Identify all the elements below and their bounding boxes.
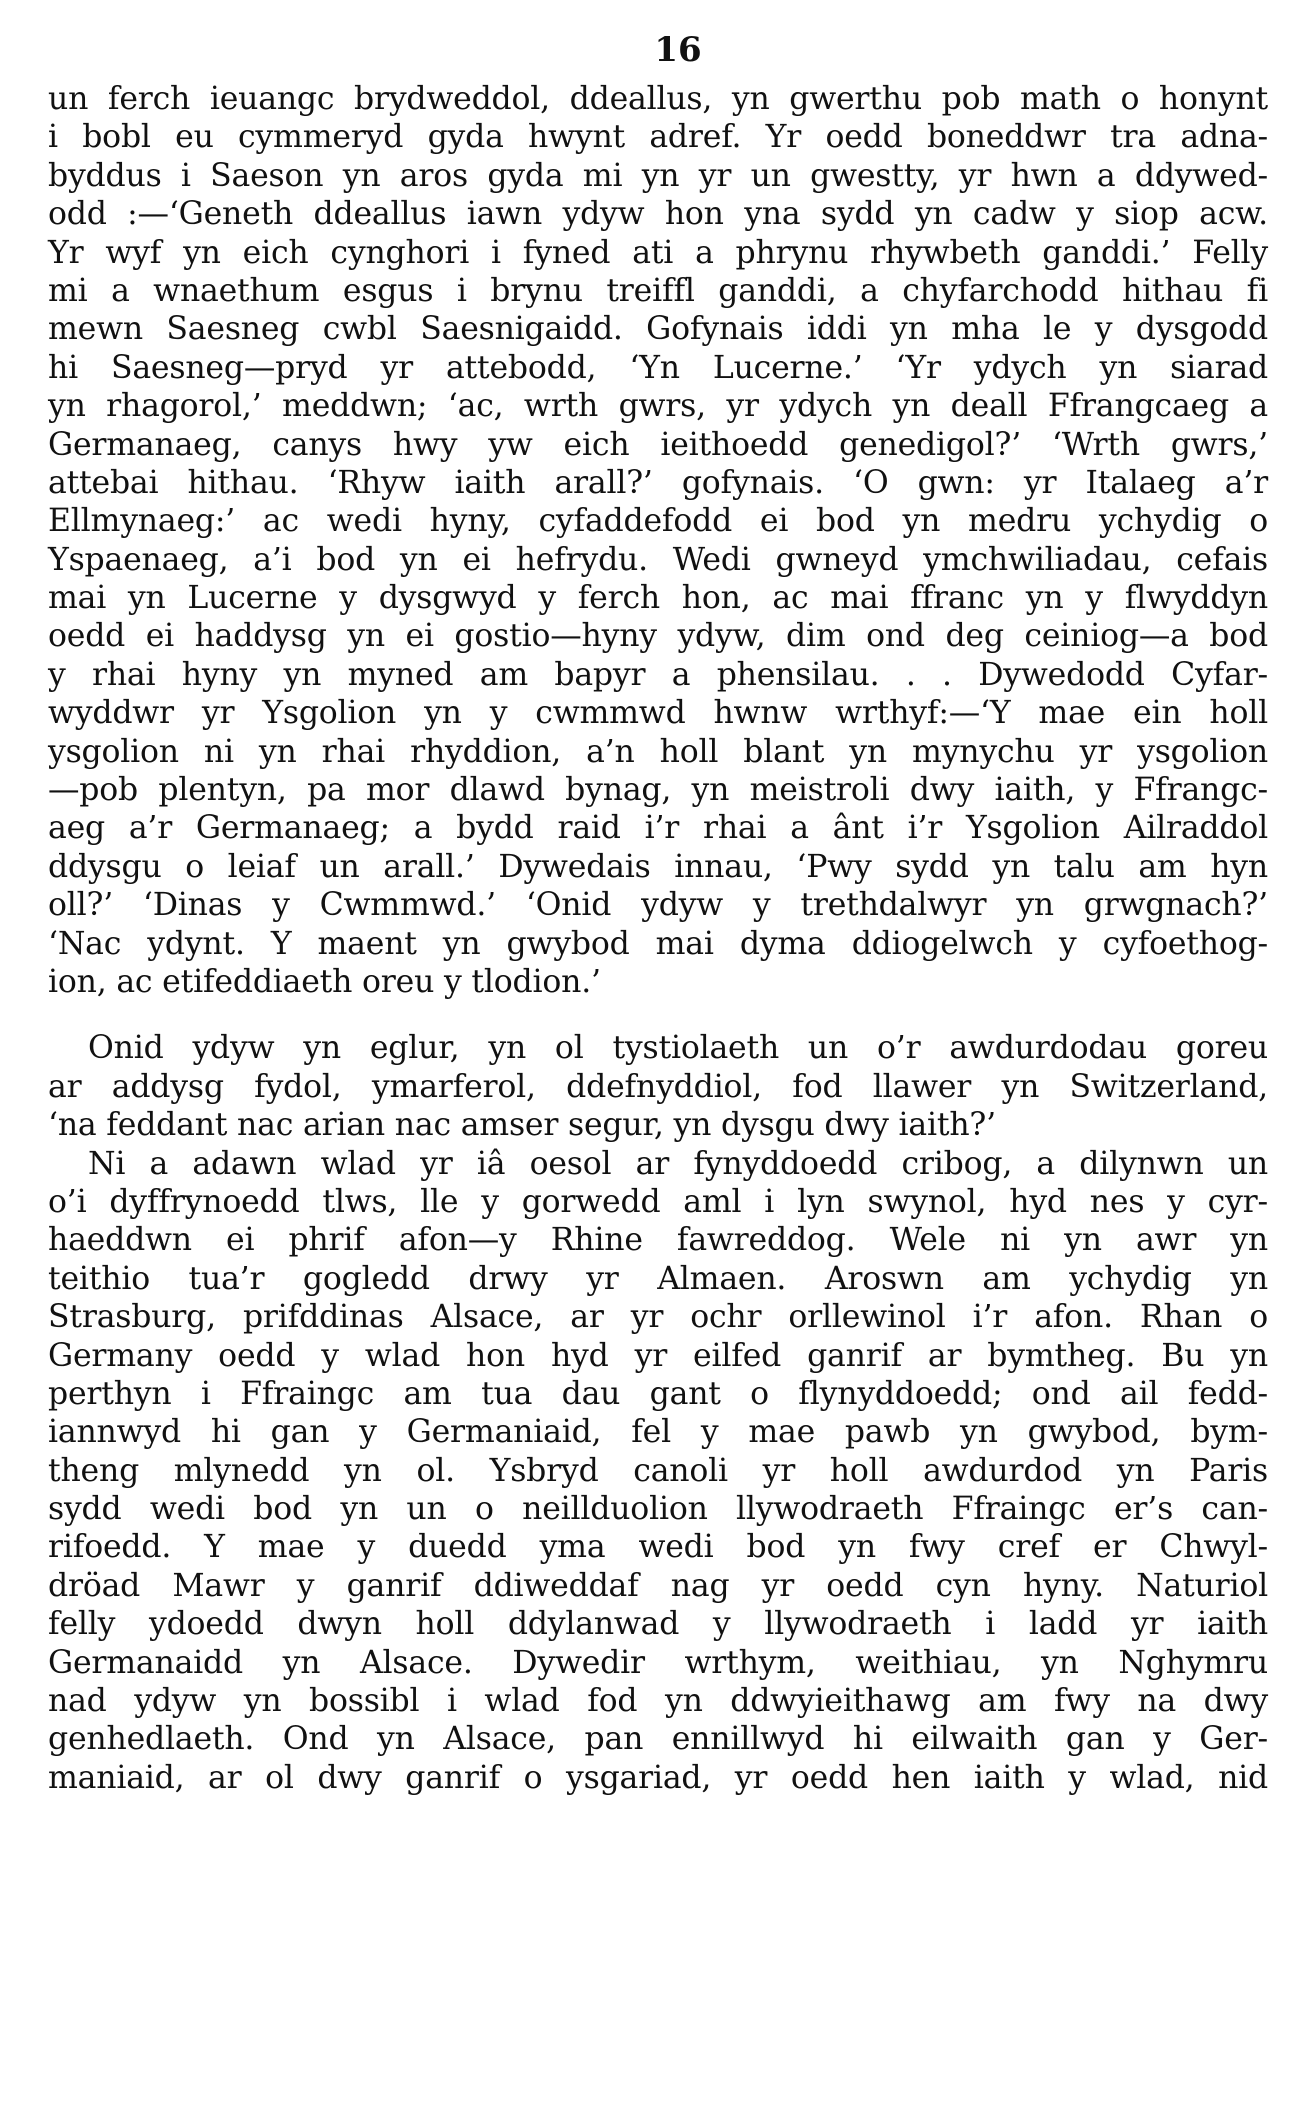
text-line: ‘na feddant nac arian nac amser segur, yn dysgu dwy iaith?’ [48, 1107, 996, 1144]
text-line: ddysgu o leiaf un arall.’ Dywedais innau, ‘Pwy sydd yn talu am hyn [48, 848, 1268, 885]
text-line: aeg a’r Germanaeg; a bydd raid i’r rhai a ânt i’r Ysgolion Ailraddol [48, 810, 1268, 847]
text-line: wyddwr yr Ysgolion yn y cwmmwd hwnw wrthyf:—‘Y mae ein holl [48, 695, 1268, 732]
text-line: felly ydoedd dwyn holl ddylanwad y llywodraeth i ladd yr iaith [48, 1606, 1268, 1643]
text-line: i bobl eu cymmeryd gyda hwynt adref. Yr oedd boneddwr tra adna- [48, 119, 1268, 156]
text-line: maniaid, ar ol dwy ganrif o ysgariad, yr oedd hen iaith y wlad, nid [48, 1759, 1268, 1796]
paragraph [48, 1029, 1268, 1144]
text-line: rifoedd. Y mae y duedd yma wedi bod yn fwy cref er Chwyl- [48, 1529, 1268, 1566]
text-line: Yspaenaeg, a’i bod yn ei hefrydu. Wedi gwneyd ymchwiliadau, cefais [48, 541, 1268, 578]
text-line: Yr wyf yn eich cynghori i fyned ati a phrynu rhywbeth ganddi.’ Felly [48, 234, 1268, 271]
text-line: Germany oedd y wlad hon hyd yr eilfed ganrif ar bymtheg. Bu yn [48, 1337, 1268, 1374]
text-line: haeddwn ei phrif afon—y Rhine fawreddog. Wele ni yn awr yn [48, 1222, 1268, 1259]
text-line: Ellmynaeg:’ ac wedi hyny, cyfaddefodd ei bod yn medru ychydig o [48, 503, 1268, 540]
paragraph [48, 80, 1268, 1001]
text-line: dröad Mawr y ganrif ddiweddaf nag yr oedd cyn hyny. Naturiol [48, 1567, 1268, 1604]
text-line: oll?’ ‘Dinas y Cwmmwd.’ ‘Onid ydyw y trethdalwyr yn grwgnach?’ [48, 887, 1268, 924]
text-line: o’i dyffrynoedd tlws, lle y gorwedd aml i lyn swynol, hyd nes y cyr- [48, 1183, 1268, 1220]
text-line: attebai hithau. ‘Rhyw iaith arall?’ gofynais. ‘O gwn: yr Italaeg a’r [48, 464, 1268, 501]
text-line: un ferch ieuangc brydweddol, ddeallus, yn gwerthu pob math o honynt [48, 81, 1268, 117]
text-line: Strasburg, prifddinas Alsace, ar yr ochr orllewinol i’r afon. Rhan o [48, 1299, 1268, 1336]
text-line: yn rhagorol,’ meddwn; ‘ac, wrth gwrs, yr ydych yn deall Ffrangcaeg a [48, 388, 1268, 425]
text-line: genhedlaeth. Ond yn Alsace, pan ennillwyd hi eilwaith gan y Ger- [48, 1721, 1268, 1758]
text-line: Onid ydyw yn eglur, yn ol tystiolaeth un o’r awdurdodau goreu [88, 1030, 1268, 1067]
text-line: Ni a adawn wlad yr iâ oesol ar fynyddoedd cribog, a dilynwn un [88, 1145, 1268, 1182]
text-line: —pob plentyn, pa mor dlawd bynag, yn meistroli dwy iaith, y Ffrangc- [48, 772, 1268, 809]
text-line: ion, ac etifeddiaeth oreu y tlodion.’ [48, 963, 601, 1000]
paragraph [48, 1145, 1268, 1798]
text-line: byddus i Saeson yn aros gyda mi yn yr un gwestty, yr hwn a ddywed- [48, 157, 1268, 194]
text-line: oedd ei haddysg yn ei gostio—hyny ydyw, dim ond deg ceiniog—a bod [48, 618, 1268, 655]
text-line: iannwyd hi gan y Germaniaid, fel y mae pawb yn gwybod, bym- [48, 1414, 1268, 1451]
text-line: ar addysg fydol, ymarferol, ddefnyddiol, fod llawer yn Switzerland, [48, 1068, 1268, 1105]
body-text [48, 80, 1268, 1797]
text-line: hi Saesneg—pryd yr attebodd, ‘Yn Lucerne.’ ‘Yr ydych yn siarad [48, 349, 1268, 386]
text-line: nad ydyw yn bossibl i wlad fod yn ddwyieithawg am fwy na dwy [48, 1683, 1268, 1720]
text-line: ysgolion ni yn rhai rhyddion, a’n holl blant yn mynychu yr ysgolion [48, 733, 1268, 770]
page-number: 16 [654, 30, 702, 70]
text-line: odd :—‘Geneth ddeallus iawn ydyw hon yna sydd yn cadw y siop acw. [48, 196, 1268, 233]
text-line: ‘Nac ydynt. Y maent yn gwybod mai dyma ddiogelwch y cyfoethog- [48, 925, 1268, 962]
text-line: sydd wedi bod yn un o neillduolion llywodraeth Ffraingc er’s can- [48, 1491, 1268, 1528]
text-line: Germanaidd yn Alsace. Dywedir wrthym, weithiau, yn Nghymru [48, 1644, 1268, 1681]
text-line: y rhai hyny yn myned am bapyr a phensilau. . . Dywedodd Cyfar- [48, 656, 1268, 693]
text-line: teithio tua’r gogledd drwy yr Almaen. Aroswn am ychydig yn [48, 1260, 1268, 1297]
text-line: theng mlynedd yn ol. Ysbryd canoli yr holl awdurdod yn Paris [48, 1452, 1268, 1489]
document-page [48, 20, 1268, 1797]
text-line: mai yn Lucerne y dysgwyd y ferch hon, ac mai ffranc yn y flwyddyn [48, 580, 1268, 617]
text-line: mewn Saesneg cwbl Saesnigaidd. Gofynais iddi yn mha le y dysgodd [48, 311, 1268, 348]
text-line: perthyn i Ffraingc am tua dau gant o flynyddoedd; ond ail fedd- [48, 1375, 1268, 1412]
text-line: Germanaeg, canys hwy yw eich ieithoedd genedigol?’ ‘Wrth gwrs,’ [48, 426, 1268, 463]
text-line: mi a wnaethum esgus i brynu treiffl ganddi, a chyfarchodd hithau fi [48, 272, 1268, 309]
